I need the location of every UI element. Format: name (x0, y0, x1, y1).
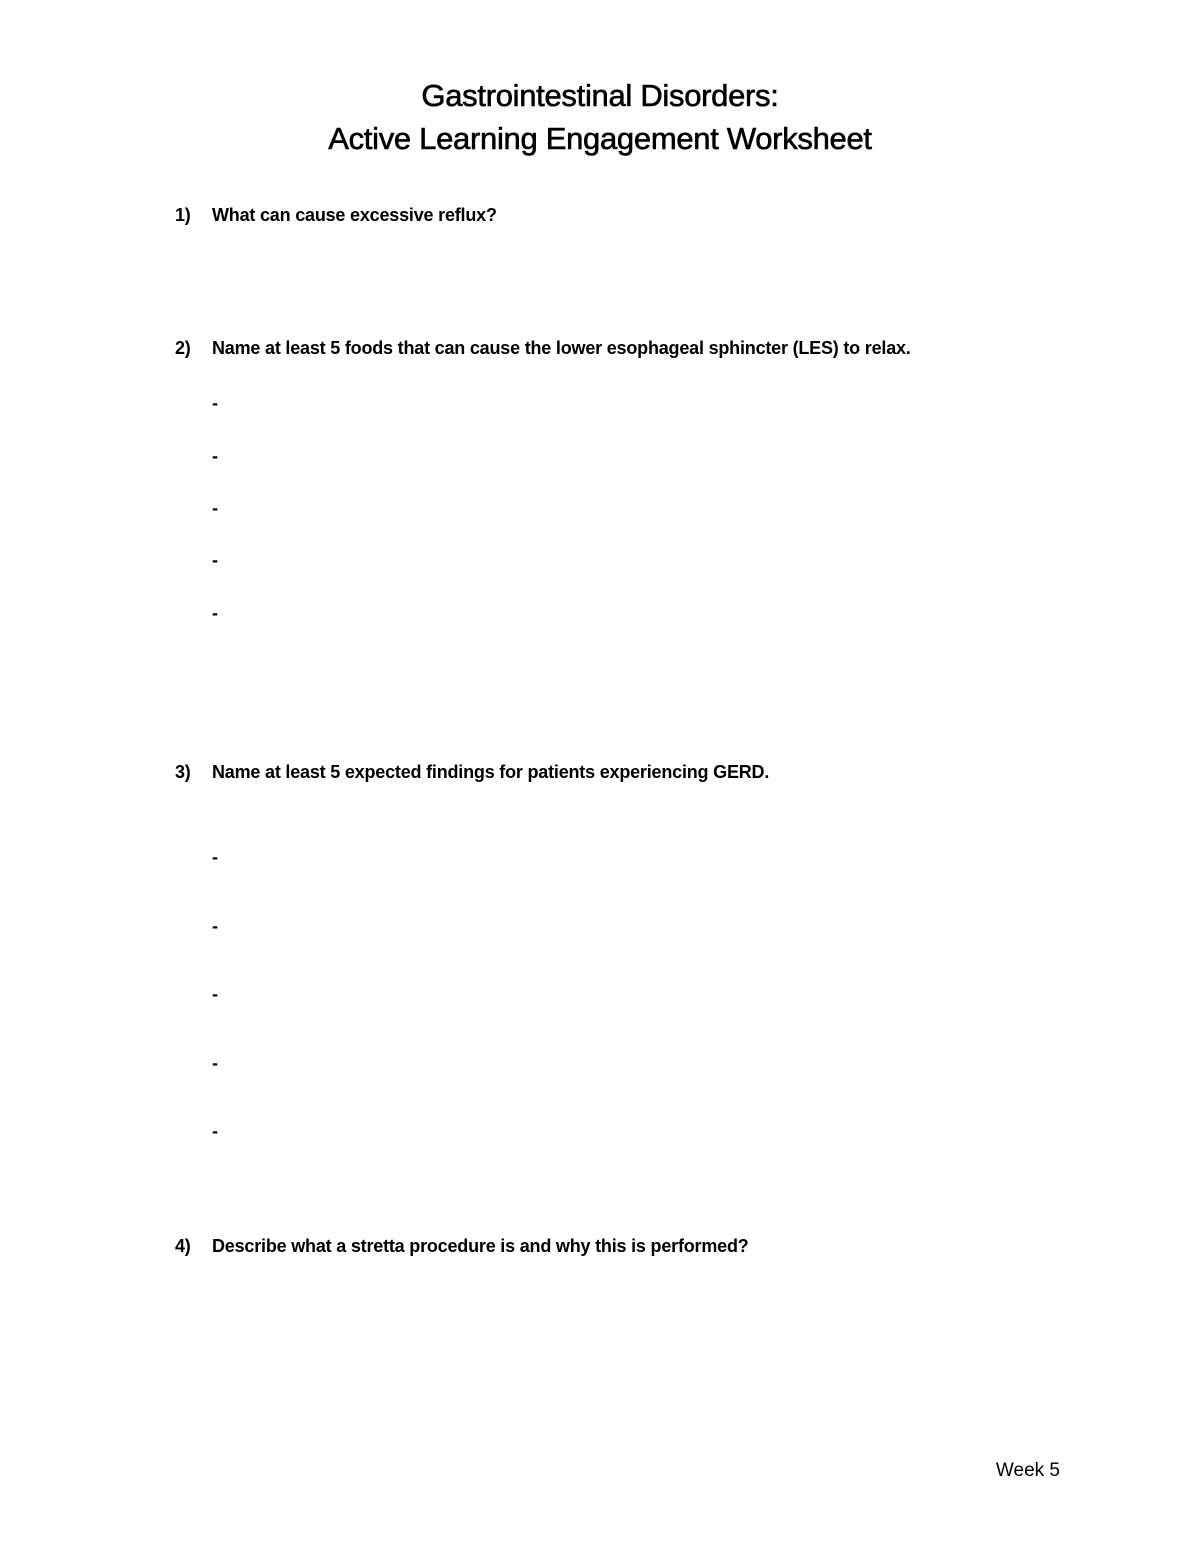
document-title: Gastrointestinal Disorders: (421, 78, 779, 113)
answer-bullet: - (212, 847, 218, 867)
answer-bullet: - (212, 446, 218, 466)
answer-bullet: - (212, 984, 218, 1004)
question-number: 2) (175, 338, 191, 358)
document-subtitle: Active Learning Engagement Worksheet (328, 121, 872, 156)
question-2 (175, 336, 911, 360)
question-number: 4) (175, 1236, 191, 1256)
answer-bullet: - (212, 1121, 218, 1141)
question-text: Name at least 5 foods that can cause the lower esophageal sphincter (LES) to relax. (212, 338, 911, 358)
answer-bullet: - (212, 550, 218, 570)
question-text: What can cause excessive reflux? (212, 205, 497, 225)
answer-bullet: - (212, 498, 218, 518)
answer-bullet: - (212, 1053, 218, 1073)
question-text: Describe what a stretta procedure is and why this is performed? (212, 1236, 749, 1256)
answer-bullet: - (212, 393, 218, 413)
question-text: Name at least 5 expected findings for patients experiencing GERD. (212, 762, 770, 782)
question-number: 1) (175, 205, 191, 225)
question-1 (175, 203, 497, 227)
question-3 (175, 760, 769, 784)
question-4 (175, 1234, 749, 1258)
page-footer-week: Week 5 (995, 1460, 1060, 1481)
question-number: 3) (175, 762, 191, 782)
answer-bullet: - (212, 603, 218, 623)
answer-bullet: - (212, 916, 218, 936)
